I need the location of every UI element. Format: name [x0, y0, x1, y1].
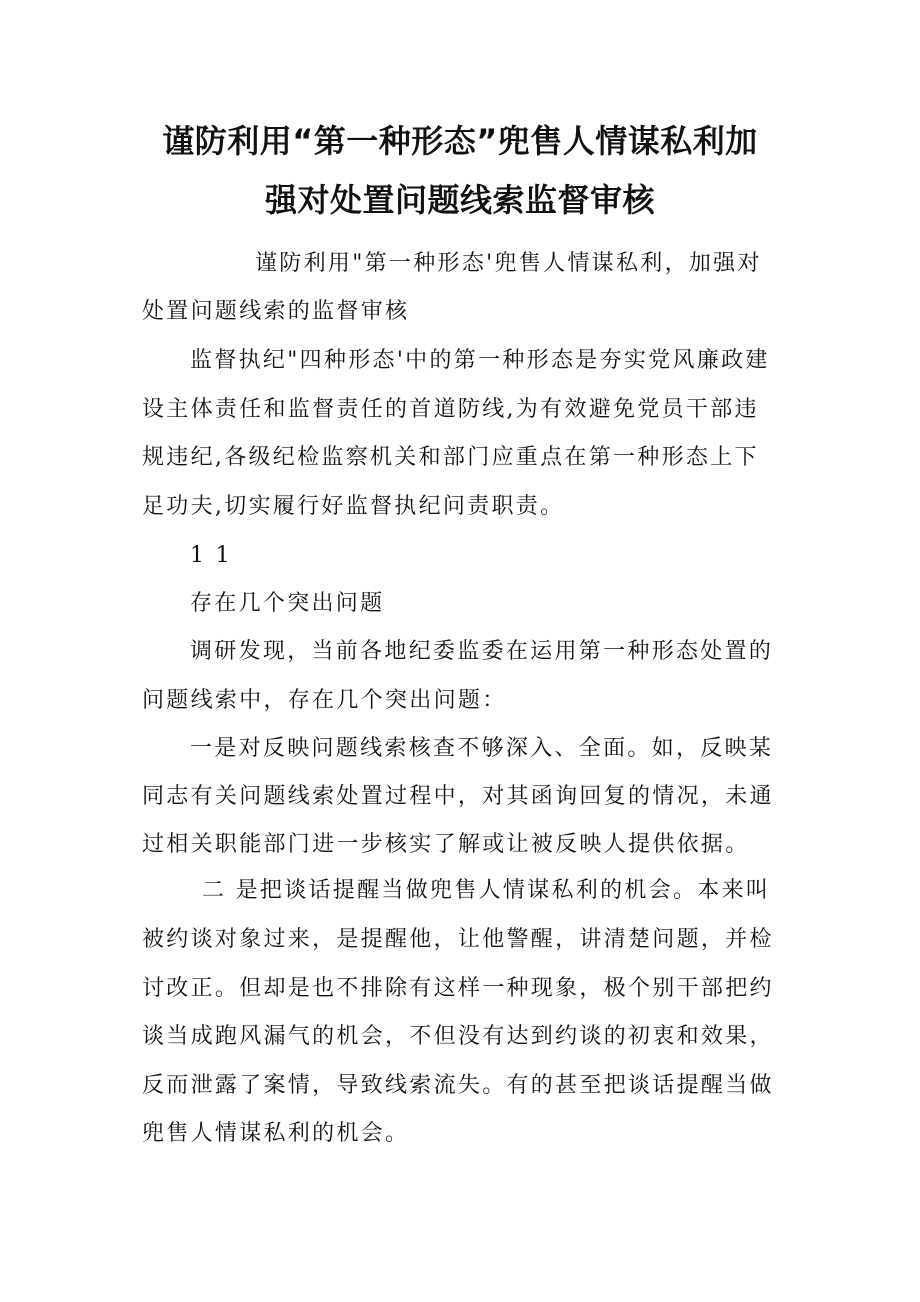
paragraph-1-line-2: 设主体责任和监督责任的首道防线,为有效避免党员干部违: [142, 397, 759, 422]
paragraph-3-line-3: 过相关职能部门进一步核实了解或让被反映人提供依据。: [142, 832, 750, 857]
intro-line-1: 谨防利用"第一种形态'兜售人情谋私利，加强对: [255, 251, 762, 276]
paragraph-4-line-2: 被约谈对象过来，是提醒他，让他警醒，讲清楚问题，并检: [142, 927, 774, 952]
intro-line-2: 处置问题线索的监督审核: [142, 299, 410, 324]
paragraph-3-line-1: 一是对反映问题线索核查不够深入、全面。如，反映某: [190, 736, 774, 761]
section-number: 1 1: [190, 543, 232, 568]
paragraph-1-line-4: 足功夫,切实履行好监督执纪问责职责。: [142, 494, 565, 519]
paragraph-2-line-2: 问题线索中，存在几个突出问题：: [142, 688, 507, 713]
paragraph-1-line-1: 监督执纪"四种形态'中的第一种形态是夯实党风廉政建: [190, 348, 770, 373]
section-heading: 存在几个突出问题: [190, 591, 385, 616]
paragraph-4-line-4: 谈当成跑风漏气的机会，不但没有达到约谈的初衷和效果，: [142, 1024, 774, 1049]
paragraph-4-line-5: 反而泄露了案情，导致线索流失。有的甚至把谈话提醒当做: [142, 1073, 774, 1098]
paragraph-4-line-6: 兜售人情谋私利的机会。: [142, 1121, 410, 1146]
paragraph-2-line-1: 调研发现，当前各地纪委监委在运用第一种形态处置的: [190, 639, 774, 664]
paragraph-3-line-2: 同志有关问题线索处置过程中，对其函询回复的情况，未通: [142, 784, 774, 809]
paragraph-4-line-1: 二 是把谈话提醒当做兜售人情谋私利的机会。本来叫: [202, 878, 771, 903]
document-title-line-2: 强对处置问题线索监督审核: [264, 181, 655, 219]
paragraph-1-line-3: 规违纪,各级纪检监察机关和部门应重点在第一种形态上下: [142, 445, 759, 470]
document-title-line-1: 谨防利用“第一种形态”兜售人情谋私利加: [162, 122, 758, 160]
paragraph-4-line-3: 讨改正。但却是也不排除有这样一种现象，极个别干部把约: [142, 976, 774, 1001]
